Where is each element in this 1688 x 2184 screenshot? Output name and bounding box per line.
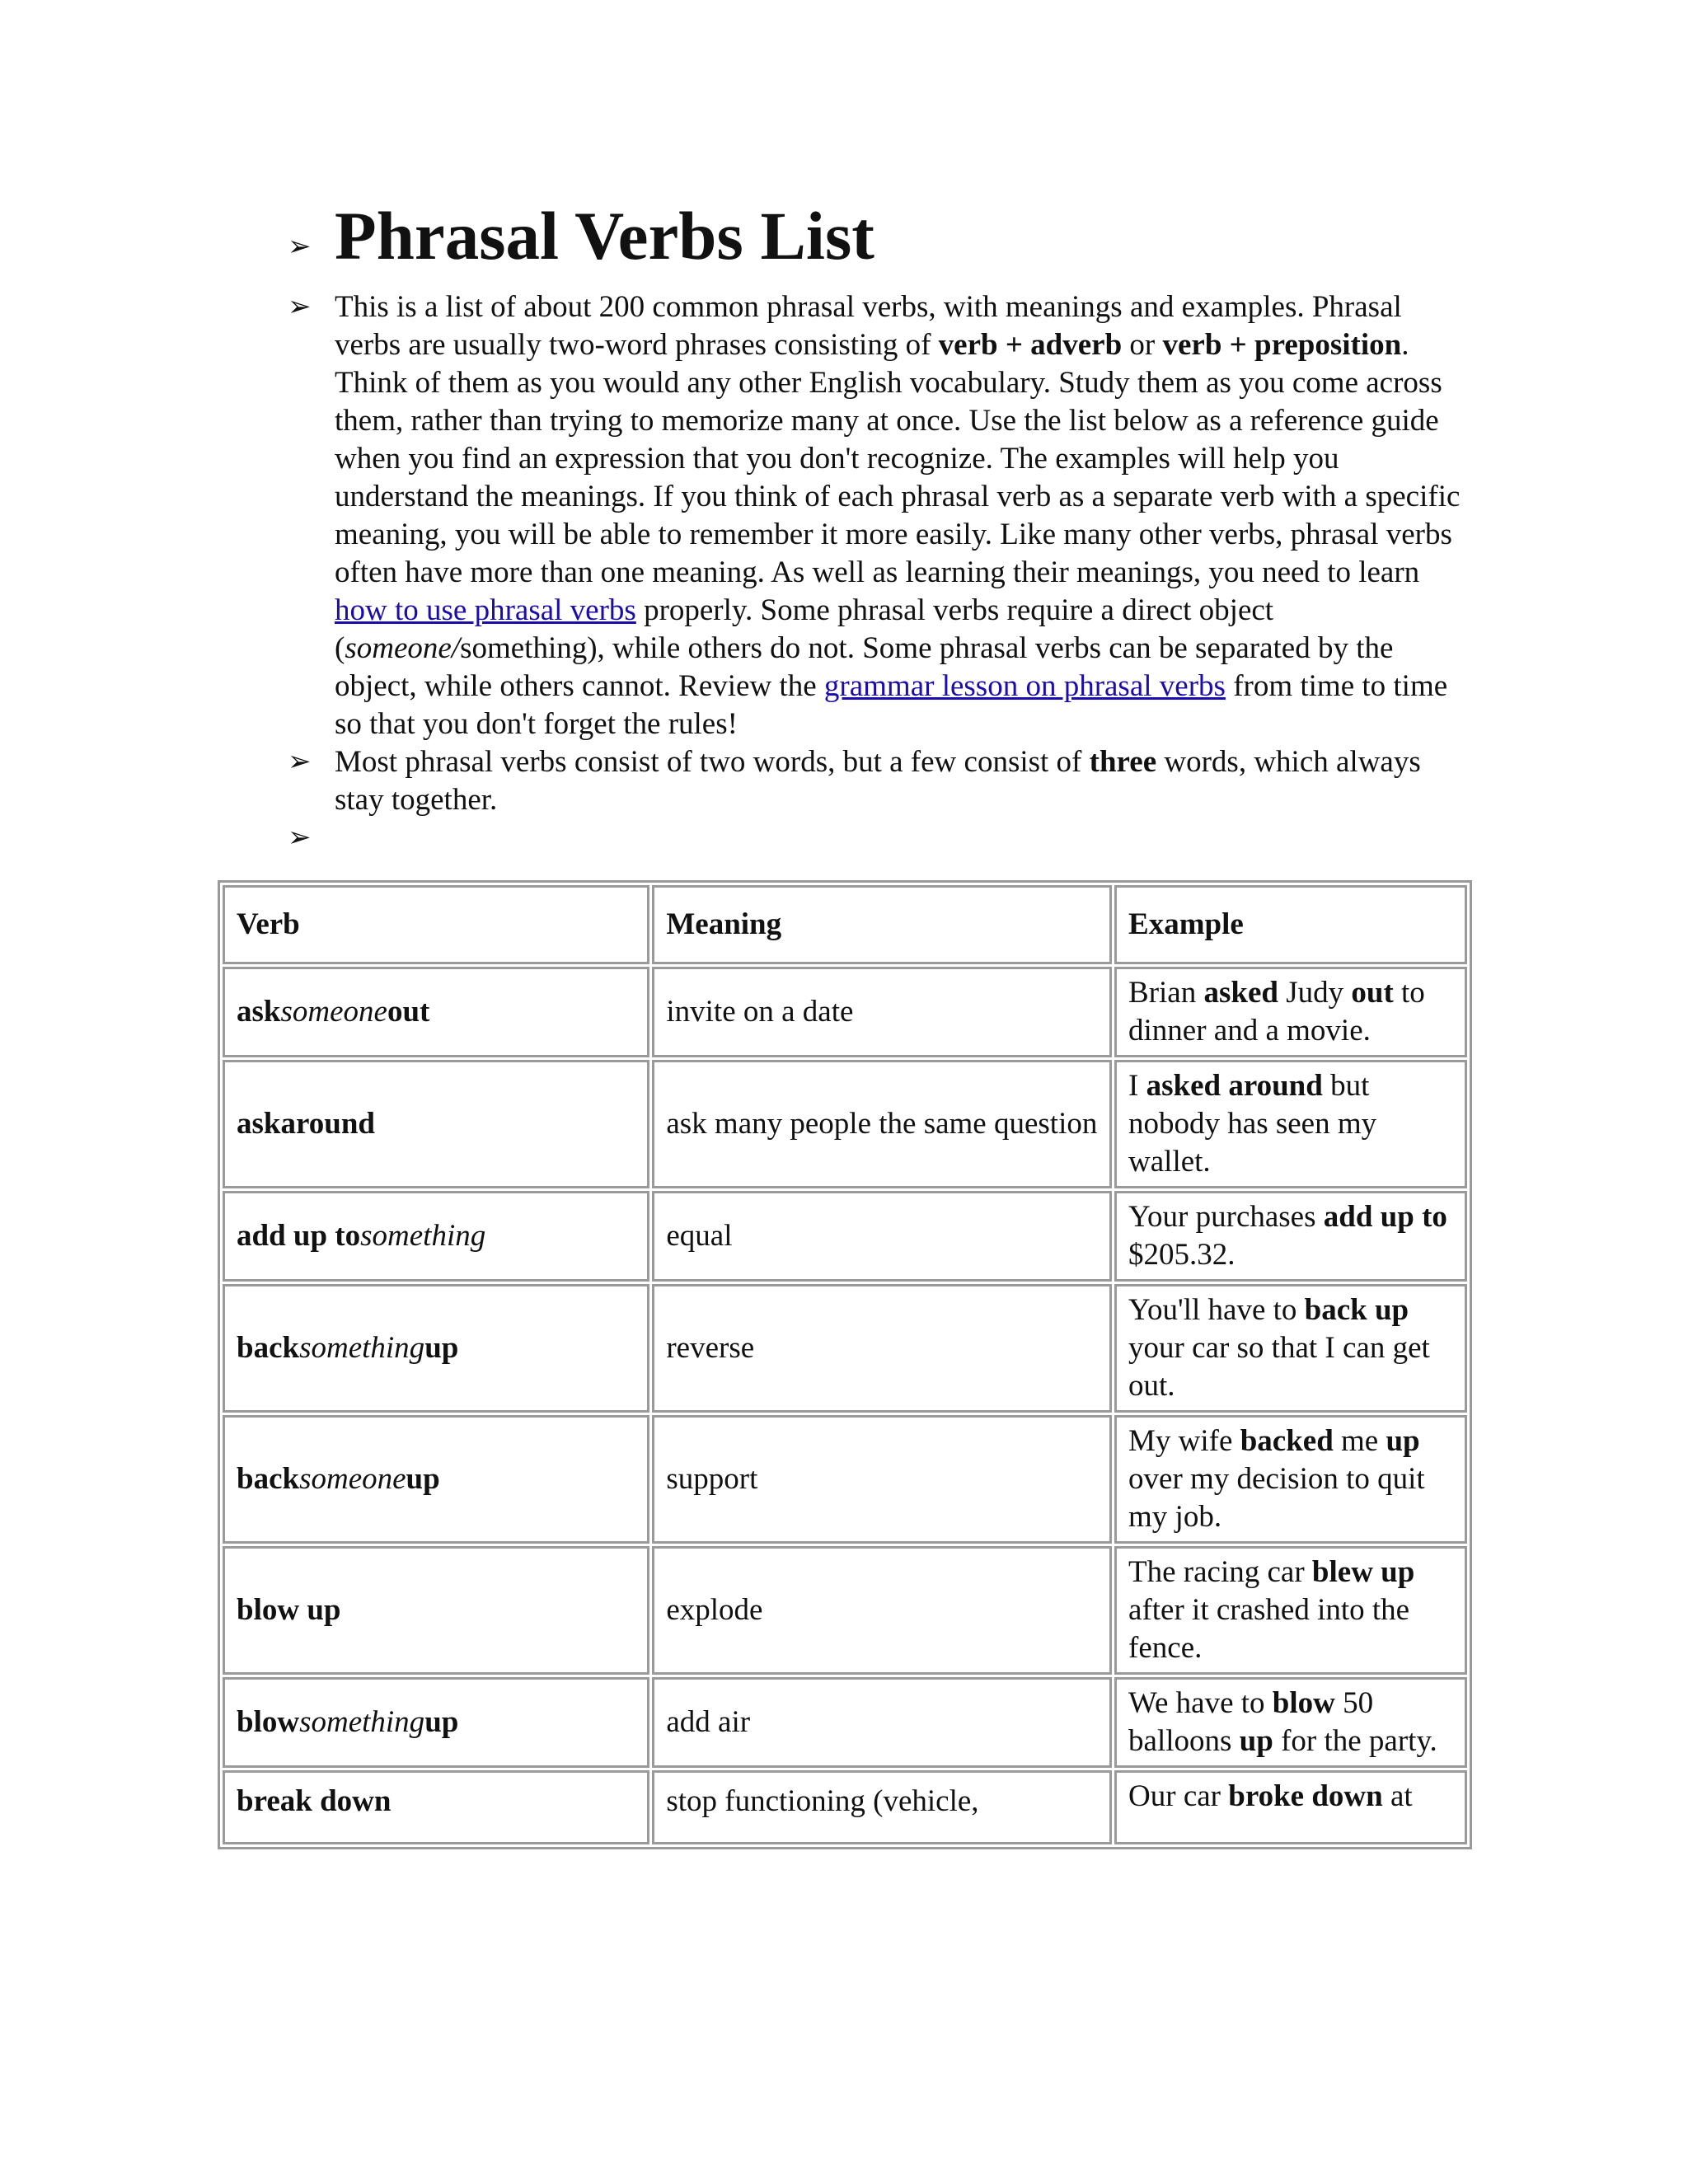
table-row xyxy=(223,967,1467,1057)
intro-text: . Think of them as you would any other English vocabulary. Study them as you come across them, rather than trying to memorize many at once. Use the list below as a reference guide when you find an expression that you don't recognize. The examples will help you understand the meanings. If you think of each phrasal verb as a separate verb with a specific meaning, you will be able to remember it more easily. Like many other verbs, phrasal verbs often have more than one meaning. As well as learning their meanings, you need to learn xyxy=(335,328,1461,589)
example-segment: up xyxy=(1239,1724,1273,1758)
arrow-bullet-icon: ➢ xyxy=(288,747,312,777)
verb-cell xyxy=(223,1415,649,1544)
example-segment: I xyxy=(1128,1069,1146,1103)
table-row xyxy=(223,1770,1467,1844)
meaning-cell: add air xyxy=(652,1677,1112,1768)
intro-bold-text: verb + preposition xyxy=(1162,328,1402,362)
verb-segment: ask xyxy=(237,995,281,1029)
verb-segment: ask xyxy=(237,1107,281,1141)
intro-paragraph xyxy=(335,288,1471,743)
intro-bold-text: verb + adverb xyxy=(938,328,1123,362)
example-cell xyxy=(1114,1191,1467,1282)
example-segment: to dinner and a movie. xyxy=(1128,976,1425,1047)
meaning-cell: stop functioning (vehicle, xyxy=(652,1770,1112,1844)
verb-segment: something xyxy=(360,1219,486,1253)
note-bullet xyxy=(284,743,1471,819)
note-bold-text: three xyxy=(1089,745,1157,779)
meaning-cell: reverse xyxy=(652,1284,1112,1413)
verb-segment: blow up xyxy=(237,1593,341,1627)
page-title: Phrasal Verbs List xyxy=(335,198,874,274)
table-body xyxy=(223,885,1467,1844)
verb-cell xyxy=(223,1770,649,1844)
intro-text: or xyxy=(1122,328,1163,362)
table-row xyxy=(223,1191,1467,1282)
example-segment: over my decision to quit my job. xyxy=(1128,1462,1425,1534)
intro-italic-text: someone/ xyxy=(345,631,461,665)
verb-segment: someone xyxy=(299,1462,406,1496)
example-segment: 50 balloons xyxy=(1128,1686,1374,1758)
verb-segment: break down xyxy=(237,1784,392,1818)
header-verb: Verb xyxy=(223,885,649,964)
example-segment: me xyxy=(1333,1424,1386,1458)
example-cell xyxy=(1114,1284,1467,1413)
meaning-cell: invite on a date xyxy=(652,967,1112,1057)
example-segment: You'll have to xyxy=(1128,1293,1305,1327)
intro-text: something), while others do not. Some phrasal verbs can be separated by the object, while others cannot. Review the xyxy=(335,631,1394,703)
table-row xyxy=(223,1284,1467,1413)
example-segment: asked xyxy=(1203,976,1278,1010)
example-segment: broke down xyxy=(1228,1779,1383,1813)
example-segment: Our car xyxy=(1128,1779,1229,1813)
verb-segment: back xyxy=(237,1331,300,1365)
example-segment: $205.32. xyxy=(1128,1238,1236,1272)
arrow-bullet-icon: ➢ xyxy=(288,823,312,853)
verb-cell xyxy=(223,1191,649,1282)
verb-segment: blow xyxy=(237,1705,300,1739)
example-cell xyxy=(1114,1060,1467,1188)
verb-segment: around xyxy=(280,1107,375,1141)
example-segment: out xyxy=(1351,976,1394,1010)
verb-segment: up xyxy=(406,1462,440,1496)
example-segment: at xyxy=(1382,1779,1413,1813)
verb-segment: up xyxy=(424,1705,459,1739)
table-row xyxy=(223,1060,1467,1188)
note-text: Most phrasal verbs consist of two words, but a few consist of xyxy=(335,745,1090,779)
verb-cell xyxy=(223,1284,649,1413)
example-cell xyxy=(1114,1677,1467,1768)
bullet-list xyxy=(284,194,1471,857)
intro-text: This is a list of about 200 common phrasal verbs, with meanings and examples. Phrasal verbs are usually two-word phrases consisting of xyxy=(335,290,1402,362)
verb-segment: up xyxy=(424,1331,459,1365)
verb-segment: something xyxy=(299,1331,425,1365)
example-segment: Your purchases xyxy=(1128,1200,1324,1234)
meaning-cell: support xyxy=(652,1415,1112,1544)
how-to-use-phrasal-verbs-link[interactable]: how to use phrasal verbs xyxy=(335,593,636,627)
note-paragraph xyxy=(335,743,1471,819)
verb-cell xyxy=(223,967,649,1057)
arrow-bullet-icon: ➢ xyxy=(288,232,312,262)
example-segment: Brian xyxy=(1128,976,1204,1010)
example-segment: blow xyxy=(1272,1686,1335,1720)
example-segment: up xyxy=(1386,1424,1420,1458)
example-cell xyxy=(1114,1770,1467,1844)
verb-segment: someone xyxy=(280,995,387,1029)
intro-text: properly. Some phrasal verbs require a direct object ( xyxy=(335,593,1274,665)
table-header-row xyxy=(223,885,1467,964)
verb-segment: add up to xyxy=(237,1219,361,1253)
example-cell xyxy=(1114,1546,1467,1675)
example-segment: asked around xyxy=(1146,1069,1323,1103)
intro-bullet xyxy=(284,288,1471,743)
verb-segment: out xyxy=(387,995,430,1029)
meaning-cell: equal xyxy=(652,1191,1112,1282)
title-bullet xyxy=(284,194,1471,288)
meaning-cell: ask many people the same question xyxy=(652,1060,1112,1188)
meaning-cell: explode xyxy=(652,1546,1112,1675)
phrasal-verbs-table xyxy=(218,880,1472,1849)
table-row xyxy=(223,1677,1467,1768)
example-segment: but nobody has seen my wallet. xyxy=(1128,1069,1377,1179)
verb-cell xyxy=(223,1546,649,1675)
example-segment: backed xyxy=(1240,1424,1334,1458)
example-cell xyxy=(1114,1415,1467,1544)
intro-text: from time to time so that you don't forget the rules! xyxy=(335,669,1448,741)
verb-cell xyxy=(223,1677,649,1768)
arrow-bullet-icon: ➢ xyxy=(288,292,312,322)
verb-segment: something xyxy=(299,1705,425,1739)
example-segment: blew up xyxy=(1311,1555,1415,1589)
example-segment: back up xyxy=(1304,1293,1409,1327)
example-segment: your car so that I can get out. xyxy=(1128,1331,1430,1403)
header-example: Example xyxy=(1114,885,1467,964)
header-meaning: Meaning xyxy=(652,885,1112,964)
example-segment: My wife xyxy=(1128,1424,1240,1458)
verb-segment: back xyxy=(237,1462,300,1496)
example-segment: The racing car xyxy=(1128,1555,1312,1589)
grammar-lesson-link[interactable]: grammar lesson on phrasal verbs xyxy=(823,669,1226,703)
empty-bullet xyxy=(284,819,1471,857)
example-segment: for the party. xyxy=(1273,1724,1437,1758)
example-cell xyxy=(1114,967,1467,1057)
note-text: words, which always stay together. xyxy=(335,745,1421,817)
table-row xyxy=(223,1415,1467,1544)
example-segment: We have to xyxy=(1128,1686,1273,1720)
verb-cell xyxy=(223,1060,649,1188)
example-segment: add up to xyxy=(1323,1200,1447,1234)
example-segment: after it crashed into the fence. xyxy=(1128,1593,1410,1665)
example-segment: Judy xyxy=(1278,976,1352,1010)
table-row xyxy=(223,1546,1467,1675)
